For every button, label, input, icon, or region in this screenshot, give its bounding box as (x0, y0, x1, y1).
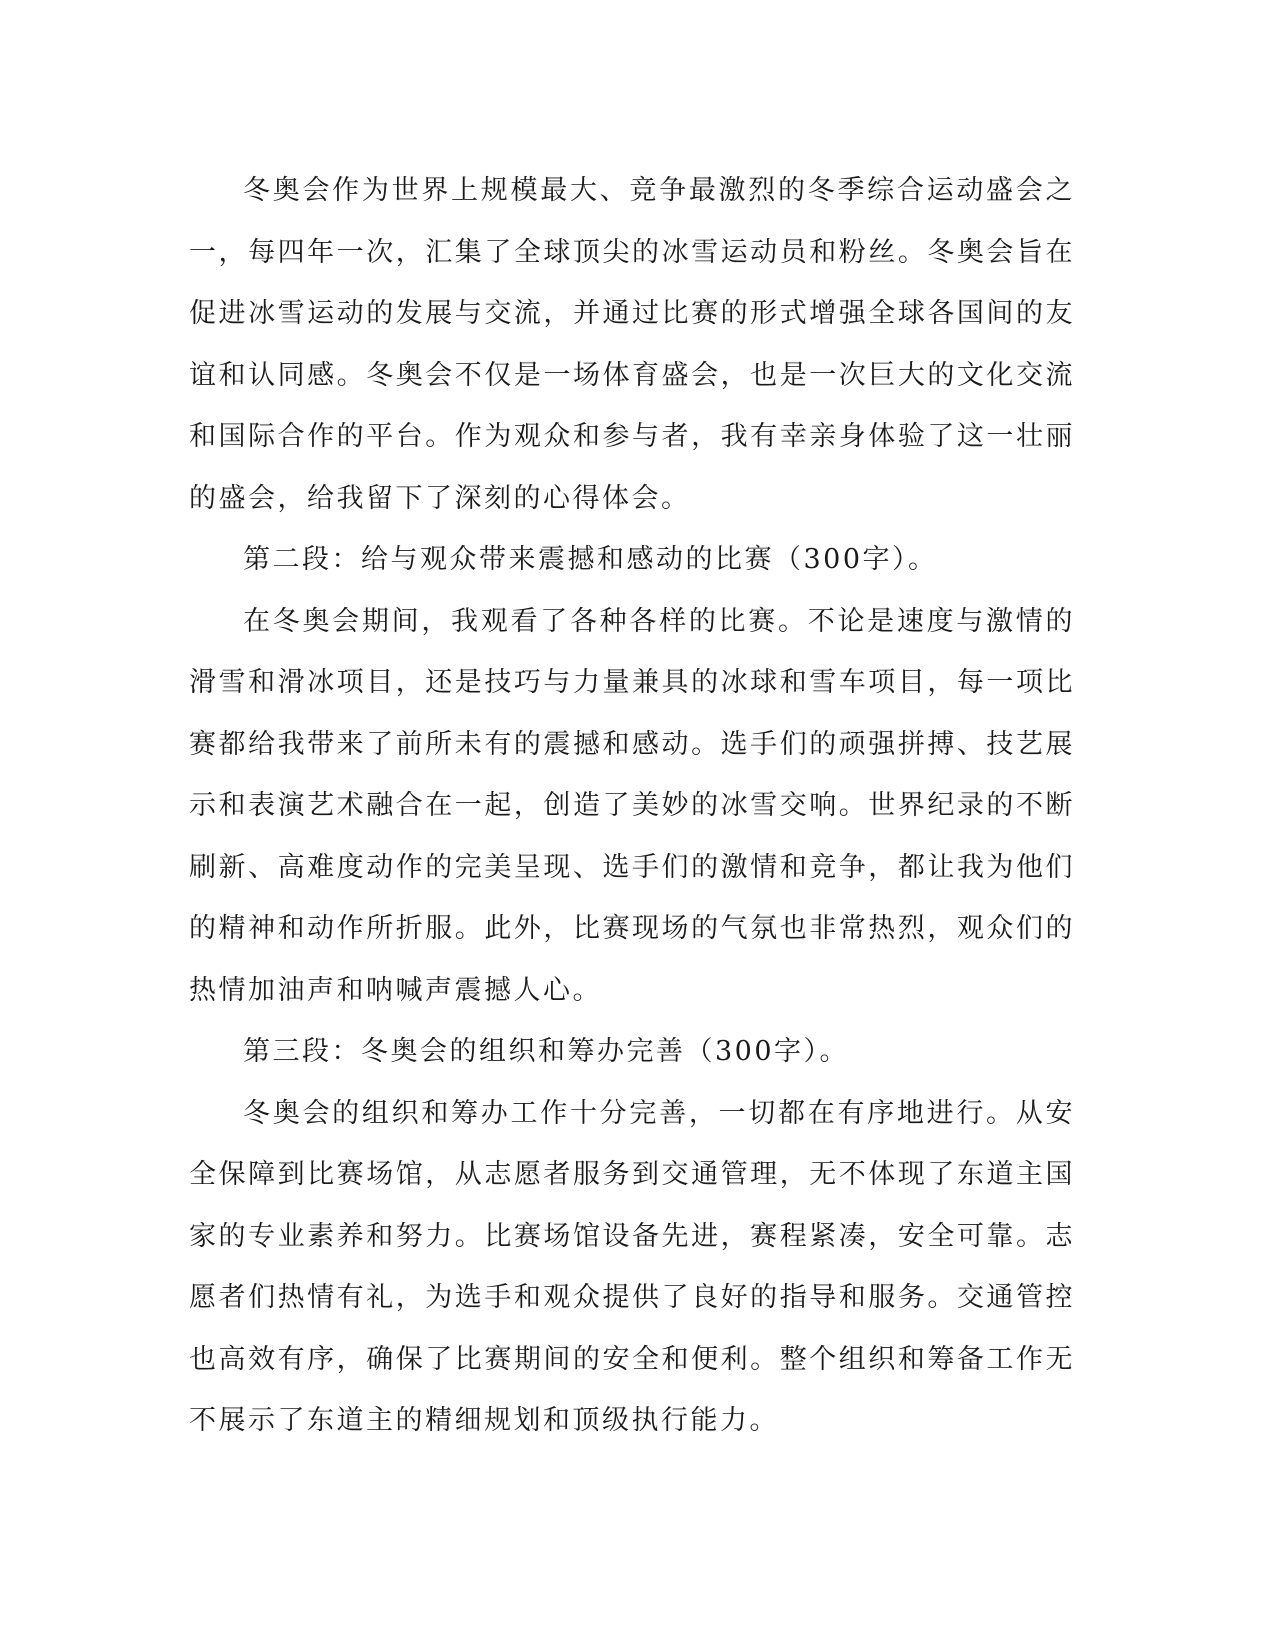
section-heading-2: 第二段：给与观众带来震撼和感动的比赛（300字）。 (243, 544, 938, 575)
paragraph-intro: 冬奥会作为世界上规模最大、竞争最激烈的冬季综合运动盛会之一，每四年一次，汇集了全球顶尖的冰雪运动员和粉丝。冬奥会旨在促进冰雪运动的发展与交流，并通过比赛的形式增强全球各国间的友谊和认同感。冬奥会不仅是一场体育盛会，也是一次巨大的文化交流和国际合作的平台。作为观众和参与者，我有幸亲身体验了这一壮丽的盛会，给我留下了深刻的心得体会。 (189, 175, 1075, 514)
paragraph-competitions: 在冬奥会期间，我观看了各种各样的比赛。不论是速度与激情的滑雪和滑冰项目，还是技巧与力量兼具的冰球和雪车项目，每一项比赛都给我带来了前所未有的震撼和感动。选手们的顽强拼搏、技艺展示和表演艺术融合在一起，创造了美妙的冰雪交响。世界纪录的不断刷新、高难度动作的完美呈现、选手们的激情和竞争，都让我为他们的精神和动作所折服。此外，比赛现场的气氛也非常热烈，观众们的热情加油声和呐喊声震撼人心。 (189, 605, 1075, 1006)
paragraph-organization: 冬奥会的组织和筹办工作十分完善，一切都在有序地进行。从安全保障到比赛场馆，从志愿者服务到交通管理，无不体现了东道主国家的专业素养和努力。比赛场馆设备先进，赛程紧凑，安全可靠。志愿者们热情有礼，为选手和观众提供了良好的指导和服务。交通管控也高效有序，确保了比赛期间的安全和便利。整个组织和筹备工作无不展示了东道主的精细规划和顶级执行能力。 (189, 1097, 1075, 1436)
section-heading-3: 第三段：冬奥会的组织和筹办完善（300字）。 (243, 1036, 850, 1067)
document-body (189, 160, 1075, 1452)
